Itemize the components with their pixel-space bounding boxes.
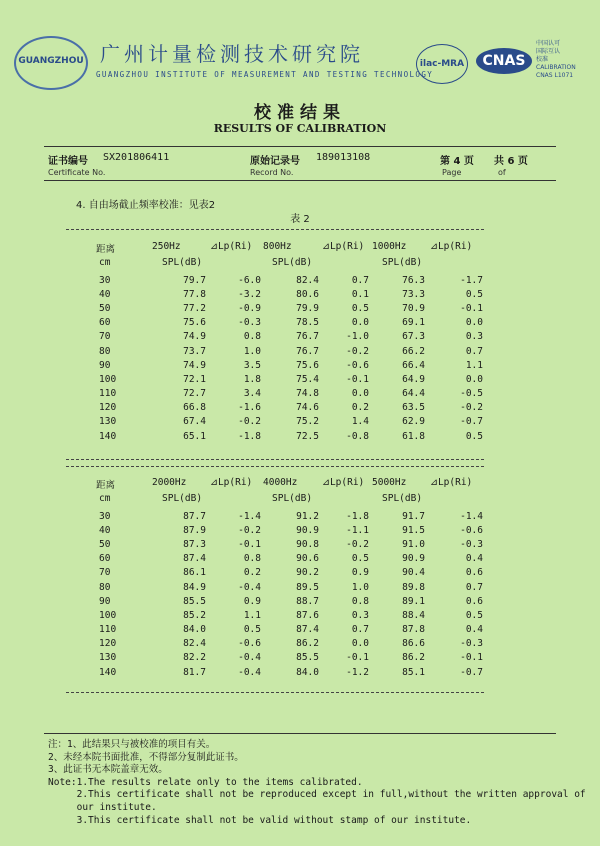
spl-freq2-cell: 76.7: [296, 331, 319, 343]
table-row: [99, 344, 483, 358]
spl-freq2-cell: 75.2: [296, 416, 319, 428]
distance-cell: 110: [99, 624, 117, 636]
table1-header-delta2: ⊿Lp(Ri): [322, 241, 365, 252]
table1-header-freq1: 250Hz: [152, 241, 181, 252]
table-row: [99, 415, 483, 429]
delta-freq1-cell: 0.8: [243, 553, 261, 565]
delta-freq1-cell: -6.0: [238, 274, 261, 286]
note-line: 注：1、此结果只与被校准的项目有关。: [48, 739, 216, 750]
distance-cell: 70: [99, 567, 111, 579]
table2-header-delta2: ⊿Lp(Ri): [322, 477, 365, 488]
page-number-cn: 第 4 页: [440, 156, 474, 167]
spl-freq3-cell: 86.2: [402, 652, 425, 664]
spl-freq2-cell: 91.2: [296, 510, 319, 522]
delta-freq2-cell: 1.4: [351, 416, 369, 428]
delta-freq1-cell: -1.6: [238, 402, 261, 414]
spl-freq1-cell: 85.5: [183, 595, 206, 607]
delta-freq1-cell: -0.4: [238, 652, 261, 664]
table-row: [99, 301, 483, 315]
distance-cell: 30: [99, 510, 111, 522]
spl-freq3-cell: 91.7: [402, 510, 425, 522]
distance-cell: 50: [99, 538, 111, 550]
spl-freq3-cell: 70.9: [402, 302, 425, 314]
delta-freq2-cell: -0.2: [346, 538, 369, 550]
delta-freq3-cell: -1.7: [460, 274, 483, 286]
record-label-cn: 原始记录号: [250, 156, 300, 167]
distance-cell: 140: [99, 666, 117, 678]
spl-freq2-cell: 87.6: [296, 609, 319, 621]
delta-freq2-cell: 1.0: [351, 581, 369, 593]
spl-freq3-cell: 89.1: [402, 595, 425, 607]
delta-freq3-cell: -1.4: [460, 510, 483, 522]
spl-freq2-cell: 76.7: [296, 345, 319, 357]
section-title: 4. 自由场截止频率校准：见表2: [76, 200, 216, 211]
spl-freq2-cell: 86.2: [296, 638, 319, 650]
distance-cell: 30: [99, 274, 111, 286]
spl-freq2-cell: 75.6: [296, 359, 319, 371]
delta-freq2-cell: -1.8: [346, 510, 369, 522]
table-row: [99, 287, 483, 301]
spl-freq1-cell: 81.7: [183, 666, 206, 678]
table1-header-freq3: 1000Hz: [372, 241, 407, 252]
delta-freq2-cell: -1.1: [346, 524, 369, 536]
delta-freq1-cell: -0.6: [238, 638, 261, 650]
table2-header-freq3: 5000Hz: [372, 477, 407, 488]
table-row: [99, 316, 483, 330]
divider-top: [44, 146, 556, 147]
distance-cell: 80: [99, 345, 111, 357]
spl-freq3-cell: 61.8: [402, 430, 425, 442]
delta-freq1-cell: 1.8: [243, 373, 261, 385]
cnas-accreditation-note: 中国认可 国际互认 校准 CALIBRATION CNAS L1071: [536, 40, 576, 79]
delta-freq2-cell: -1.0: [346, 331, 369, 343]
table-row: [99, 330, 483, 344]
spl-freq2-cell: 82.4: [296, 274, 319, 286]
delta-freq3-cell: -0.3: [460, 538, 483, 550]
spl-freq1-cell: 66.8: [183, 402, 206, 414]
table1-header-freq2: 800Hz: [263, 241, 292, 252]
delta-freq3-cell: 0.7: [465, 345, 483, 357]
note-line: 2、未经本院书面批准，不得部分复制此证书。: [48, 751, 244, 763]
spl-freq3-cell: 66.4: [402, 359, 425, 371]
table-title: 表 2: [290, 214, 310, 225]
delta-freq1-cell: 0.8: [243, 331, 261, 343]
spl-freq2-cell: 84.0: [296, 666, 319, 678]
table1-top-rule: [66, 229, 484, 230]
distance-cell: 140: [99, 430, 117, 442]
delta-freq1-cell: -3.2: [238, 288, 261, 300]
table-row: [99, 665, 483, 679]
delta-freq1-cell: -0.1: [238, 538, 261, 550]
spl-freq3-cell: 73.3: [402, 288, 425, 300]
spl-freq1-cell: 74.9: [183, 331, 206, 343]
table-row: [99, 401, 483, 415]
note-line: 2.This certificate shall not be reproduced except in full,without the written approval of: [48, 789, 586, 801]
delta-freq1-cell: -0.4: [238, 581, 261, 593]
spl-freq3-cell: 90.9: [402, 553, 425, 565]
spl-freq1-cell: 87.4: [183, 553, 206, 565]
delta-freq3-cell: 0.4: [465, 553, 483, 565]
table2-header-spl2: SPL(dB): [272, 493, 313, 504]
table-row: [99, 637, 483, 651]
delta-freq3-cell: 0.4: [465, 624, 483, 636]
delta-freq3-cell: 0.3: [465, 331, 483, 343]
spl-freq3-cell: 86.6: [402, 638, 425, 650]
table-row: [99, 537, 483, 551]
delta-freq1-cell: 0.9: [243, 595, 261, 607]
record-number: 189013108: [316, 152, 371, 163]
delta-freq2-cell: 0.5: [351, 302, 369, 314]
spl-freq3-cell: 66.2: [402, 345, 425, 357]
spl-freq3-cell: 67.3: [402, 331, 425, 343]
distance-cell: 40: [99, 288, 111, 300]
distance-cell: 90: [99, 595, 111, 607]
delta-freq2-cell: 0.0: [351, 638, 369, 650]
spl-freq3-cell: 91.0: [402, 538, 425, 550]
table-row: [99, 358, 483, 372]
spl-freq1-cell: 85.2: [183, 609, 206, 621]
table-row: [99, 608, 483, 622]
delta-freq2-cell: 0.3: [351, 609, 369, 621]
spl-freq1-cell: 73.7: [183, 345, 206, 357]
spl-freq2-cell: 79.9: [296, 302, 319, 314]
delta-freq2-cell: -1.2: [346, 666, 369, 678]
logo-text: GUANGZHOU: [18, 56, 84, 66]
spl-freq3-cell: 87.8: [402, 624, 425, 636]
divider-meta: [44, 180, 556, 181]
delta-freq3-cell: -0.2: [460, 402, 483, 414]
delta-freq1-cell: -1.8: [238, 430, 261, 442]
delta-freq1-cell: 3.4: [243, 388, 261, 400]
spl-freq2-cell: 90.2: [296, 567, 319, 579]
distance-cell: 90: [99, 359, 111, 371]
table2-top-rule: [66, 466, 484, 467]
spl-freq1-cell: 77.2: [183, 302, 206, 314]
delta-freq3-cell: -0.7: [460, 666, 483, 678]
certificate-label-cn: 证书编号: [48, 156, 88, 167]
ilac-mra-logo: ilac-MRA: [416, 44, 468, 84]
delta-freq1-cell: 3.5: [243, 359, 261, 371]
delta-freq2-cell: -0.6: [346, 359, 369, 371]
spl-freq1-cell: 72.7: [183, 388, 206, 400]
spl-freq3-cell: 64.4: [402, 388, 425, 400]
table-row: [99, 387, 483, 401]
table1-header-delta1: ⊿Lp(Ri): [210, 241, 253, 252]
spl-freq1-cell: 65.1: [183, 430, 206, 442]
note-line: our institute.: [48, 801, 157, 813]
spl-freq2-cell: 89.5: [296, 581, 319, 593]
delta-freq1-cell: -0.4: [238, 666, 261, 678]
table2-header-spl1: SPL(dB): [162, 493, 203, 504]
delta-freq3-cell: 0.0: [465, 317, 483, 329]
note-line: 3.This certificate shall not be valid without stamp of our institute.: [48, 814, 472, 826]
spl-freq2-cell: 85.5: [296, 652, 319, 664]
delta-freq2-cell: -0.1: [346, 373, 369, 385]
certificate-number: SX201806411: [103, 152, 170, 163]
table1-header-spl1: SPL(dB): [162, 257, 203, 268]
table2-header-freq1: 2000Hz: [152, 477, 187, 488]
calibration-table-1: [99, 273, 483, 443]
delta-freq2-cell: 0.8: [351, 595, 369, 607]
delta-freq3-cell: 0.6: [465, 567, 483, 579]
calibration-table-2: [99, 509, 483, 679]
table-row: [99, 580, 483, 594]
table-row: [99, 509, 483, 523]
distance-cell: 130: [99, 416, 117, 428]
spl-freq3-cell: 64.9: [402, 373, 425, 385]
spl-freq3-cell: 76.3: [402, 274, 425, 286]
spl-freq3-cell: 88.4: [402, 609, 425, 621]
delta-freq2-cell: -0.8: [346, 430, 369, 442]
note-line: 3、此证书无本院盖章无效。: [48, 764, 168, 776]
total-pages-cn: 共 6 页: [494, 156, 528, 167]
table2-header-spl3: SPL(dB): [382, 493, 423, 504]
table2-bottom-rule: [66, 692, 484, 693]
table2-header-distance: 距离: [96, 480, 116, 491]
delta-freq1-cell: 0.5: [243, 624, 261, 636]
spl-freq1-cell: 86.1: [183, 567, 206, 579]
institute-name-en: GUANGZHOU INSTITUTE OF MEASUREMENT AND TESTING TECHNOLOGY: [96, 70, 434, 79]
table2-header-delta1: ⊿Lp(Ri): [210, 477, 253, 488]
distance-cell: 110: [99, 388, 117, 400]
spl-freq1-cell: 87.7: [183, 510, 206, 522]
divider-notes: [44, 733, 556, 734]
spl-freq3-cell: 89.8: [402, 581, 425, 593]
spl-freq2-cell: 72.5: [296, 430, 319, 442]
spl-freq2-cell: 87.4: [296, 624, 319, 636]
spl-freq2-cell: 78.5: [296, 317, 319, 329]
table-row: [99, 651, 483, 665]
table1-header-distance: 距离: [96, 244, 116, 255]
distance-cell: 120: [99, 638, 117, 650]
spl-freq1-cell: 82.2: [183, 652, 206, 664]
table2-header-delta3: ⊿Lp(Ri): [430, 477, 473, 488]
certificate-label-en: Certificate No.: [48, 168, 106, 177]
institute-name-cn: 广州计量检测技术研究院: [100, 42, 364, 66]
distance-cell: 100: [99, 609, 117, 621]
spl-freq3-cell: 90.4: [402, 567, 425, 579]
spl-freq2-cell: 80.6: [296, 288, 319, 300]
spl-freq2-cell: 90.9: [296, 524, 319, 536]
delta-freq3-cell: 0.0: [465, 373, 483, 385]
table-row: [99, 594, 483, 608]
delta-freq2-cell: -0.2: [346, 345, 369, 357]
table1-header-spl3: SPL(dB): [382, 257, 423, 268]
delta-freq3-cell: -0.7: [460, 416, 483, 428]
distance-cell: 130: [99, 652, 117, 664]
cnas-logo: CNAS: [476, 48, 532, 74]
spl-freq1-cell: 82.4: [183, 638, 206, 650]
distance-cell: 100: [99, 373, 117, 385]
delta-freq1-cell: -0.2: [238, 524, 261, 536]
spl-freq3-cell: 91.5: [402, 524, 425, 536]
spl-freq1-cell: 84.9: [183, 581, 206, 593]
page-title-cn: 校准结果: [254, 103, 346, 123]
delta-freq3-cell: 0.5: [465, 288, 483, 300]
of-label-en: of: [498, 168, 506, 177]
table2-header-unit: cm: [99, 493, 111, 504]
distance-cell: 60: [99, 553, 111, 565]
distance-cell: 50: [99, 302, 111, 314]
delta-freq3-cell: -0.6: [460, 524, 483, 536]
spl-freq1-cell: 87.9: [183, 524, 206, 536]
table2-header-freq2: 4000Hz: [263, 477, 298, 488]
distance-cell: 70: [99, 331, 111, 343]
table-row: [99, 552, 483, 566]
delta-freq3-cell: 0.7: [465, 581, 483, 593]
delta-freq1-cell: 1.1: [243, 609, 261, 621]
note-line: Note:1.The results relate only to the items calibrated.: [48, 776, 363, 788]
delta-freq3-cell: 0.5: [465, 609, 483, 621]
record-label-en: Record No.: [250, 168, 294, 177]
table-row: [99, 566, 483, 580]
spl-freq2-cell: 75.4: [296, 373, 319, 385]
spl-freq3-cell: 85.1: [402, 666, 425, 678]
spl-freq3-cell: 69.1: [402, 317, 425, 329]
spl-freq1-cell: 87.3: [183, 538, 206, 550]
distance-cell: 60: [99, 317, 111, 329]
delta-freq1-cell: 0.2: [243, 567, 261, 579]
table1-bottom-rule: [66, 459, 484, 460]
delta-freq3-cell: -0.5: [460, 388, 483, 400]
delta-freq1-cell: -0.3: [238, 317, 261, 329]
table-row: [99, 429, 483, 443]
delta-freq3-cell: 1.1: [465, 359, 483, 371]
delta-freq2-cell: 0.7: [351, 274, 369, 286]
delta-freq2-cell: 0.9: [351, 567, 369, 579]
table1-header-spl2: SPL(dB): [272, 257, 313, 268]
spl-freq2-cell: 90.8: [296, 538, 319, 550]
delta-freq3-cell: 0.5: [465, 430, 483, 442]
table-row: [99, 372, 483, 386]
spl-freq1-cell: 75.6: [183, 317, 206, 329]
delta-freq3-cell: -0.1: [460, 302, 483, 314]
delta-freq2-cell: 0.1: [351, 288, 369, 300]
spl-freq3-cell: 63.5: [402, 402, 425, 414]
notes-block: [48, 739, 586, 827]
spl-freq1-cell: 79.7: [183, 274, 206, 286]
table-row: [99, 623, 483, 637]
delta-freq3-cell: -0.1: [460, 652, 483, 664]
delta-freq3-cell: 0.6: [465, 595, 483, 607]
delta-freq3-cell: -0.3: [460, 638, 483, 650]
delta-freq1-cell: -1.4: [238, 510, 261, 522]
delta-freq1-cell: -0.2: [238, 416, 261, 428]
delta-freq2-cell: 0.7: [351, 624, 369, 636]
spl-freq1-cell: 72.1: [183, 373, 206, 385]
delta-freq2-cell: 0.5: [351, 553, 369, 565]
distance-cell: 80: [99, 581, 111, 593]
spl-freq2-cell: 74.6: [296, 402, 319, 414]
distance-cell: 120: [99, 402, 117, 414]
table-row: [99, 523, 483, 537]
page-title-en: RESULTS OF CALIBRATION: [213, 122, 387, 135]
spl-freq1-cell: 84.0: [183, 624, 206, 636]
delta-freq1-cell: -0.9: [238, 302, 261, 314]
page-label-en: Page: [442, 168, 462, 177]
spl-freq1-cell: 77.8: [183, 288, 206, 300]
delta-freq2-cell: 0.2: [351, 402, 369, 414]
distance-cell: 40: [99, 524, 111, 536]
delta-freq1-cell: 1.0: [243, 345, 261, 357]
spl-freq2-cell: 74.8: [296, 388, 319, 400]
spl-freq1-cell: 67.4: [183, 416, 206, 428]
delta-freq2-cell: -0.1: [346, 652, 369, 664]
table1-header-unit: cm: [99, 257, 111, 268]
delta-freq2-cell: 0.0: [351, 388, 369, 400]
delta-freq2-cell: 0.0: [351, 317, 369, 329]
table-row: [99, 273, 483, 287]
spl-freq1-cell: 74.9: [183, 359, 206, 371]
spl-freq2-cell: 90.6: [296, 553, 319, 565]
spl-freq3-cell: 62.9: [402, 416, 425, 428]
spl-freq2-cell: 88.7: [296, 595, 319, 607]
table1-header-delta3: ⊿Lp(Ri): [430, 241, 473, 252]
